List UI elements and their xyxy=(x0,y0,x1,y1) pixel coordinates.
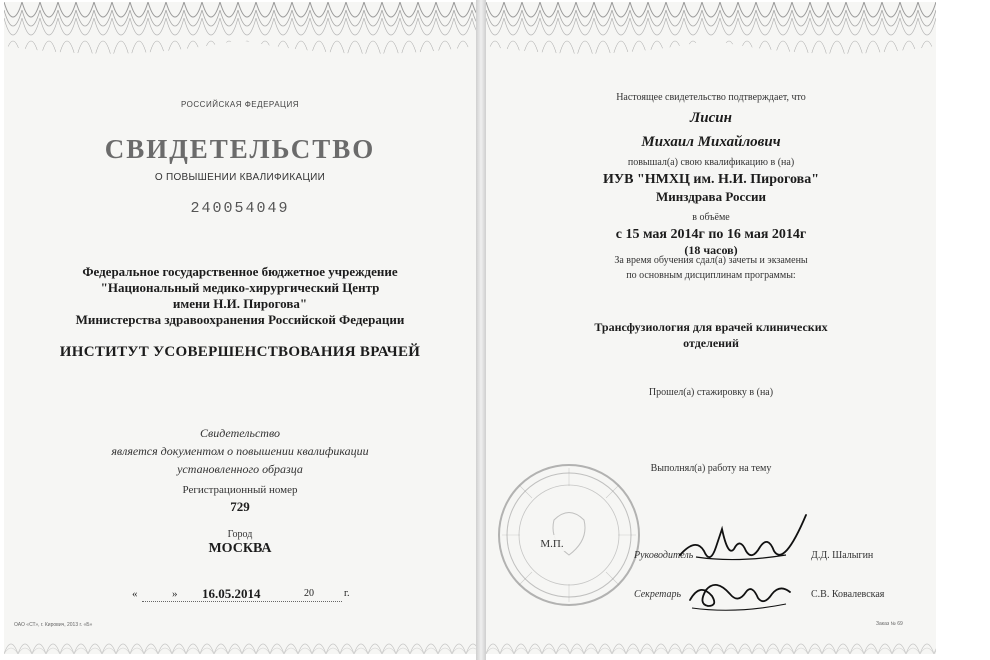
training-hours: (18 часов) xyxy=(684,243,738,257)
organization-line: Министерства здравоохранения Российской Федерации xyxy=(75,312,405,327)
secretary-signature xyxy=(686,570,796,616)
validity-line: Свидетельство xyxy=(199,426,281,440)
work-topic-label: Выполнял(а) работу на тему xyxy=(650,463,772,474)
holder-name: Михаил Михайлович xyxy=(641,134,781,150)
institute-name: ИНСТИТУТ УСОВЕРШЕНСТВОВАНИЯ ВРАЧЕЙ xyxy=(59,344,421,360)
program-subject: Трансфузиология для врачей клинических xyxy=(594,320,828,334)
volume-label: в объёме xyxy=(692,212,730,223)
exams-statement-cont: по основным дисциплинам программы: xyxy=(626,270,796,281)
city-value: МОСКВА xyxy=(208,541,272,556)
city-label: Город xyxy=(227,529,253,540)
issue-date xyxy=(132,586,362,602)
date-quote-open: « xyxy=(132,588,138,600)
scan-margin xyxy=(936,0,990,660)
raised-qualification-label: повышал(а) свою квалификацию в (на) xyxy=(627,157,795,168)
validity-line: является документом о повышении квалификации xyxy=(111,444,369,458)
organization-block xyxy=(4,264,476,328)
year-suffix: г. xyxy=(344,588,350,599)
issue-date-value: 16.05.2014 xyxy=(202,586,261,601)
director-signature xyxy=(676,507,826,577)
organization-line: имени Н.И. Пирогова" xyxy=(172,296,308,311)
country-label: РОССИЙСКАЯ ФЕДЕРАЦИЯ xyxy=(181,100,299,109)
order-number: Заказ № 69 xyxy=(876,621,903,627)
certificate-subtitle: О ПОВЫШЕНИИ КВАЛИФИКАЦИИ xyxy=(154,172,326,183)
certificate-title: СВИДЕТЕЛЬСТВО xyxy=(104,134,376,164)
date-quote-close: » xyxy=(172,588,178,600)
validity-statement xyxy=(4,424,476,478)
secretary-label: Секретарь xyxy=(634,589,682,600)
validity-line: установленного образца xyxy=(177,462,303,476)
guilloche-bottom-ornament xyxy=(486,628,936,654)
official-seal-stamp xyxy=(494,460,644,610)
director-label: Руководитель xyxy=(634,550,694,561)
secretary-name: С.В. Ковалевская xyxy=(811,589,885,600)
year-prefix: 20 xyxy=(304,588,314,599)
guilloche-bottom-ornament xyxy=(4,628,476,654)
guilloche-top-ornament xyxy=(4,2,476,60)
printer-info: ОАО «СТ», г. Кирович, 2013 г. «Б» xyxy=(14,622,93,628)
registration-number: 729 xyxy=(230,499,250,514)
certificate-right-page xyxy=(486,2,936,654)
training-dates: с 15 мая 2014г по 16 мая 2014г xyxy=(615,227,807,242)
director-name: Д.Д. Шалыгин xyxy=(811,550,874,561)
certificate-number: 240054049 xyxy=(190,200,290,217)
program-subject-cont: отделений xyxy=(683,336,739,350)
certificate-left-page xyxy=(4,2,476,654)
training-organization-ministry: Минздрава России xyxy=(656,189,766,204)
training-organization: ИУВ "НМХЦ им. Н.И. Пирогова" xyxy=(603,172,819,187)
holder-surname: Лисин xyxy=(690,110,732,126)
organization-line: "Национальный медико-хирургический Центр xyxy=(100,280,380,295)
organization-line: Федеральное государственное бюджетное учреждение xyxy=(82,264,398,279)
registration-label: Регистрационный номер xyxy=(182,484,298,496)
internship-label: Прошел(а) стажировку в (на) xyxy=(648,387,774,398)
confirmation-intro: Настоящее свидетельство подтверждает, что xyxy=(616,92,806,103)
seal-label: М.П. xyxy=(540,538,564,550)
exams-statement: За время обучения сдал(а) зачеты и экзамены xyxy=(614,255,808,266)
page-fold xyxy=(476,0,486,660)
guilloche-top-ornament xyxy=(486,2,936,60)
